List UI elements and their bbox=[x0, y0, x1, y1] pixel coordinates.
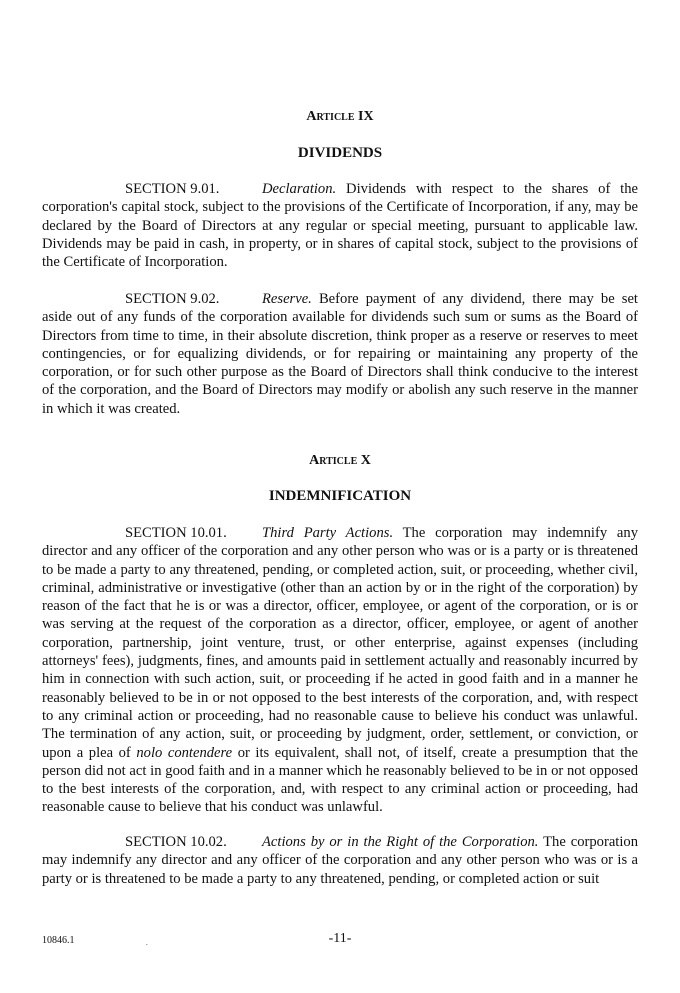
section-text-continued: or its equivalent, shall not, of itself, create a presumption that the person did not act in good faith and in a manner which he reasonably believed to be in or not opposed to the best interests of the corporation, and, with respect to any criminal action or proceeding, had reasonable cause to believe that his conduct was unlawful. bbox=[42, 744, 638, 816]
article-x-heading: Article X bbox=[309, 453, 371, 468]
document-id: 10846.1 bbox=[42, 935, 75, 946]
section-number: SECTION 9.02. bbox=[125, 291, 220, 307]
section-text: Before payment of any dividend, there may be set aside out of any funds of the corporation available for dividends such sum or sums as the Board of Directors from time to time, in their absolute discretion, think proper as a reserve or reserves to meet contingencies, or for equalizing dividends, or for repairing or maintaining any property of the corporation, or for such other purpose as the Board of Directors shall think conducive to the interest of the corporation, and the Board of Directors may modify or abolish any such reserve in the manner in which it was created. bbox=[42, 291, 638, 417]
section-text: The corporation may indemnify any director and any officer of the corporation and any other person who was or is a party or is threatened to be made a party to any threatened, pending, or completed action, suit, or proceeding, whether civil, criminal, administrative or investigative (other than an action by or in the right of the corporation) by reason of the fact that he is or was a director, officer, employee, or agent of the corporation, or is or was serving at the request of the corporation as a director, officer, employee, or agent of another corporation, partnership, joint venture, trust, or other enterprise, against expenses (including attorneys' fees), judgments, fines, and amounts paid in settlement actually and reasonably incurred by him in connection with such action, suit, or proceeding if he acted in good faith and in a manner he reasonably believed to be in or not opposed to the best interests of the corporation, and, with respect to any criminal action or proceeding, had no reasonable cause to believe his conduct was unlawful. The termination of any action, suit, or proceeding by judgment, order, settlement, or conviction, or upon a plea of bbox=[42, 525, 638, 761]
footer-mark: . bbox=[146, 939, 148, 947]
section-text: The corporation may indemnify any director and any officer of the corporation and any other person who was or is a party or is threatened to be made a party to any threatened, pending, or completed action or suit bbox=[42, 834, 638, 887]
section-9-02 bbox=[42, 290, 638, 418]
section-title: Third Party Actions. bbox=[262, 525, 394, 541]
section-text: Dividends with respect to the shares of the corporation's capital stock, subject to the provisions of the Certificate of Incorporation, if any, may be declared by the Board of Directors at any regular or special meeting, pursuant to applicable law. Dividends may be paid in cash, in property, or in shares of capital stock, subject to the provisions of the Certificate of Incorporation. bbox=[42, 181, 638, 271]
page-number: -11- bbox=[328, 931, 352, 946]
section-title: Actions by or in the Right of the Corporation. bbox=[262, 834, 539, 850]
section-9-01 bbox=[42, 180, 638, 271]
latin-term: nolo contendere bbox=[136, 744, 233, 761]
section-10-02 bbox=[42, 833, 638, 888]
section-10-01 bbox=[42, 524, 638, 817]
article-x-title: INDEMNIFICATION bbox=[268, 488, 412, 504]
section-title: Declaration. bbox=[262, 181, 337, 197]
article-ix-heading: Article IX bbox=[306, 109, 374, 124]
section-title: Reserve. bbox=[262, 291, 312, 307]
section-number: SECTION 10.01. bbox=[125, 525, 227, 541]
section-number: SECTION 10.02. bbox=[125, 834, 227, 850]
section-number: SECTION 9.01. bbox=[125, 181, 220, 197]
article-ix-title: DIVIDENDS bbox=[297, 145, 383, 161]
